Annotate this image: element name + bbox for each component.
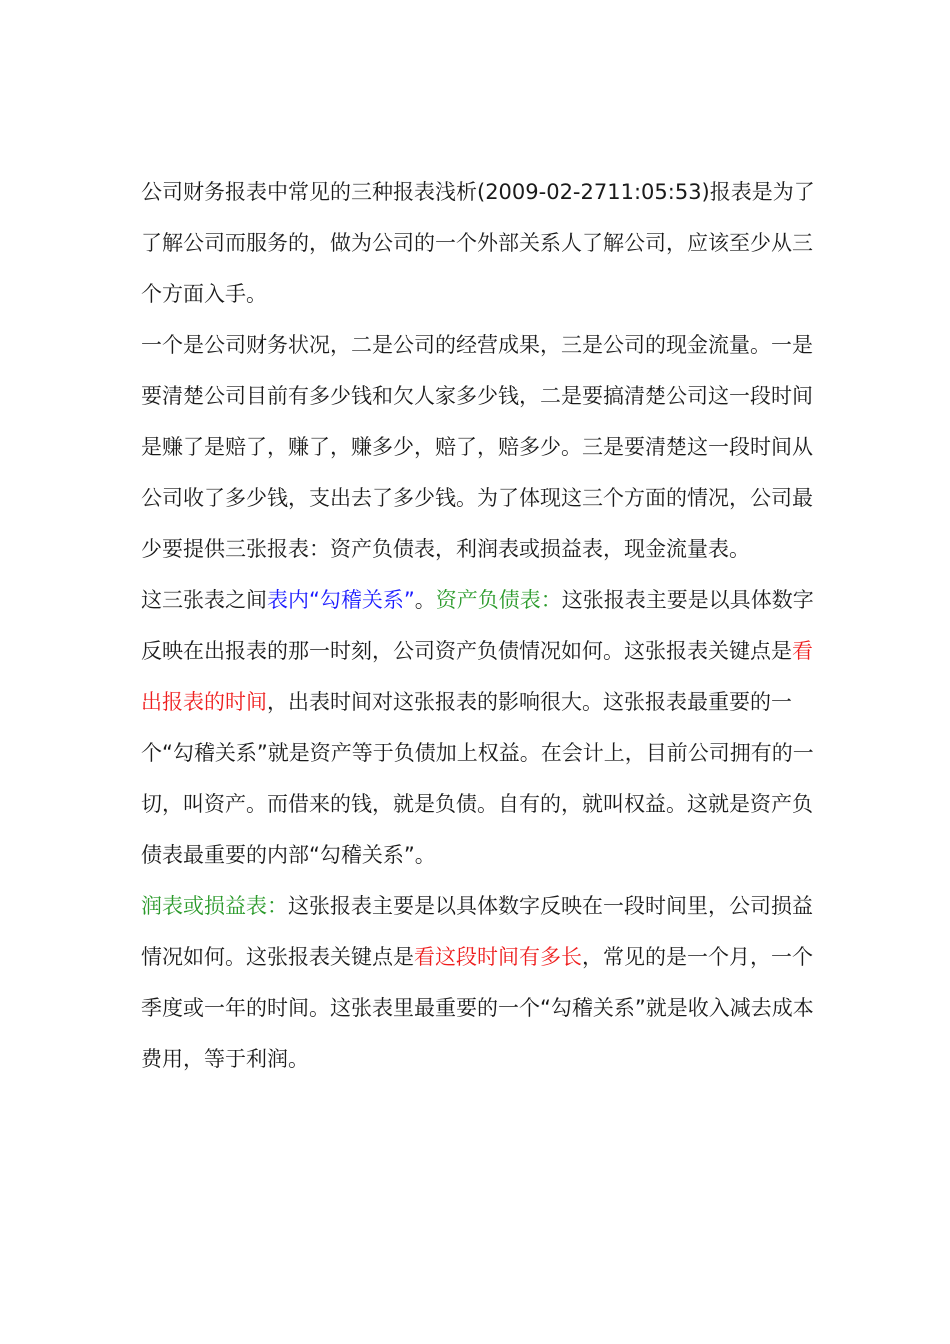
paragraph-text: 这张报表主要是以具体数字反映在出报表的那一时刻，公司资产负债情况如何。这张报表关键点是 <box>141 588 814 663</box>
paragraph-text: 一个是公司财务状况，二是公司的经营成果，三是公司的现金流量。一是要清楚公司目前有多少钱和欠人家多少钱，二是要搞清楚公司这一段时间是赚了是赔了，赚了，赚多少，赔了，赔多少。三是要清楚这一段时间从公司收了多少钱，支出去了多少钱。为了体现这三个方面的情况，公司最少要提供三张报表：资产负债表，利润表或损益表，现金流量表。 <box>141 333 813 561</box>
paragraph-text: 公司财务报表中常见的三种报表浅析(2009-02-2711:05:53)报表是为了了解公司而服务的，做为公司的一个外部关系人了解公司，应该至少从三个方面入手。 <box>141 180 815 306</box>
heading-income-statement: 润表或损益表： <box>141 894 288 918</box>
highlight-blue-text: 表内“勾稽关系” <box>267 588 415 612</box>
highlight-red-text: 看这段时间有多长 <box>414 945 582 969</box>
paragraph-text: 这张报表主要是以具体数字反映在一段时间里，公司损益情况如何。这张报表关键点是 <box>141 894 813 969</box>
paragraph-text: 这三张表之间 <box>141 588 267 612</box>
paragraph-balance-sheet <box>141 575 831 881</box>
paragraph-text: ，常见的是一个月，一个季度或一年的时间。这张表里最重要的一个“勾稽关系”就是收入减去成本费用，等于利润。 <box>141 945 814 1071</box>
paragraph-three-aspects <box>141 320 831 575</box>
highlight-red-text: 看出报表的时间 <box>141 639 813 714</box>
paragraph-intro <box>141 167 831 320</box>
document-body <box>141 167 831 1085</box>
paragraph-income-statement <box>141 881 831 1085</box>
heading-balance-sheet: 资产负债表： <box>435 588 562 612</box>
paragraph-text: ，出表时间对这张报表的影响很大。这张报表最重要的一个“勾稽关系”就是资产等于负债加上权益。在会计上，目前公司拥有的一切，叫资产。而借来的钱，就是负债。自有的，就叫权益。这就是资产负债表最重要的内部“勾稽关系”。 <box>141 690 814 867</box>
paragraph-text: 。 <box>414 588 436 612</box>
